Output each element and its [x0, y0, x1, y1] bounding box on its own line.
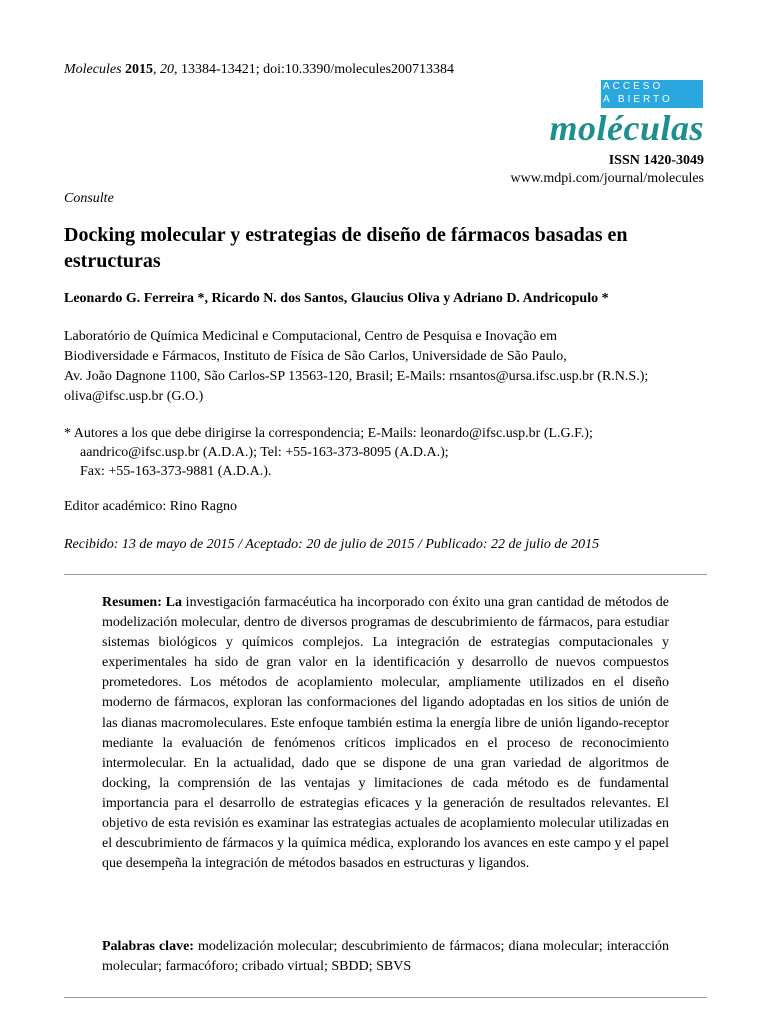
correspondence-line: aandrico@ifsc.usp.br (A.D.A.); Tel: +55-163-373-8095 (A.D.A.);: [80, 445, 449, 460]
keywords-text: modelización molecular; descubrimiento de fármacos; diana molecular; interacción molecular; farmacóforo; cribado virtual; SBDD; SBVS: [102, 939, 669, 974]
affiliation-line: Av. João Dagnone 1100, São Carlos-SP 13563-120, Brasil; E-Mails: rnsantos@ursa.ifsc.usp.br (R.N.S.);: [64, 369, 649, 384]
paper-title: Docking molecular y estrategias de diseño de fármacos basadas en estructuras: [64, 224, 628, 272]
journal-url: www.mdpi.com/journal/molecules: [510, 171, 704, 186]
citation-year: 2015: [125, 62, 154, 77]
citation-volume: 20: [160, 62, 175, 77]
affiliation-line: oliva@ifsc.usp.br (G.O.): [64, 389, 204, 404]
academic-editor: Editor académico: Rino Ragno: [64, 499, 238, 514]
abstract-label: Resumen: La: [102, 595, 182, 610]
abstract-text: investigación farmacéutica ha incorporado con éxito una gran cantidad de métodos de modelización molecular, dentro de diversos programas de descubrimiento de fármacos, para estudiar sistemas biológicos y químicos complejos. La integración de estrategias computacionales y experimentales ha sido de gran valor en la identificación y desarrollo de nuevos compuestos prometedores. Los métodos de acoplamiento molecular, ampliamente utilizados en el diseño moderno de fármacos, exploran las conformaciones del ligando adoptadas en los sitios de unión de las dianas macromoleculares. Este enfoque también estima la energía libre de unión ligando-receptor mediante la evaluación de fenómenos críticos implicados en el proceso de reconocimiento intermolecular. En la actualidad, dado que se dispone de una gran variedad de algoritmos de docking, la comprensión de las ventajas y limitaciones de cada método es de fundamental importancia para el desarrollo de estrategias eficaces y la generación de resultados relevantes. El objetivo de esta revisión es examinar las estrategias actuales de acoplamiento molecular utilizadas en el descubrimiento de fármacos y la química médica, explorando los avances en este campo y el papel que desempeña la integración de métodos basados en estructuras y ligandos.: [102, 595, 669, 872]
abstract: [102, 593, 669, 874]
keywords-label: Palabras clave:: [102, 939, 194, 954]
author-list: Leonardo G. Ferreira *, Ricardo N. dos Santos, Glaucius Oliva y Adriano D. Andricopulo *: [64, 291, 609, 306]
publication-dates: Recibido: 13 de mayo de 2015 / Aceptado: 20 de julio de 2015 / Publicado: 22 de julio de 2015: [64, 537, 600, 552]
divider-bottom: [64, 997, 707, 998]
open-access-badge-line1: ACCESO: [603, 81, 664, 92]
open-access-badge: [601, 80, 703, 108]
open-access-badge-line2: A BIERTO: [603, 94, 673, 105]
affiliation-line: Biodiversidade e Fármacos, Instituto de Física de São Carlos, Universidade de São Paulo,: [64, 349, 567, 364]
divider-top: [64, 574, 707, 575]
correspondence-line: * Autores a los que debe dirigirse la correspondencia; E-Mails: leonardo@ifsc.usp.br (L.G.F.);: [64, 426, 593, 441]
correspondence-line: Fax: +55-163-373-9881 (A.D.A.).: [80, 464, 272, 479]
issn: ISSN 1420-3049: [608, 153, 704, 168]
journal-logo: moléculas: [549, 108, 704, 148]
citation-line: Molecules 2015, 20, 13384-13421; doi:10.3390/molecules200713384: [64, 62, 455, 77]
affiliation-line: Laboratório de Química Medicinal e Computacional, Centro de Pesquisa e Inovação em: [64, 329, 557, 344]
journal-name: Molecules: [64, 62, 122, 77]
affiliation: [64, 327, 714, 407]
article-type: Consulte: [64, 191, 114, 206]
keywords: [102, 937, 669, 977]
citation-pages-doi: , 13384-13421; doi:10.3390/molecules200713384: [174, 62, 455, 77]
correspondence: [64, 424, 714, 481]
